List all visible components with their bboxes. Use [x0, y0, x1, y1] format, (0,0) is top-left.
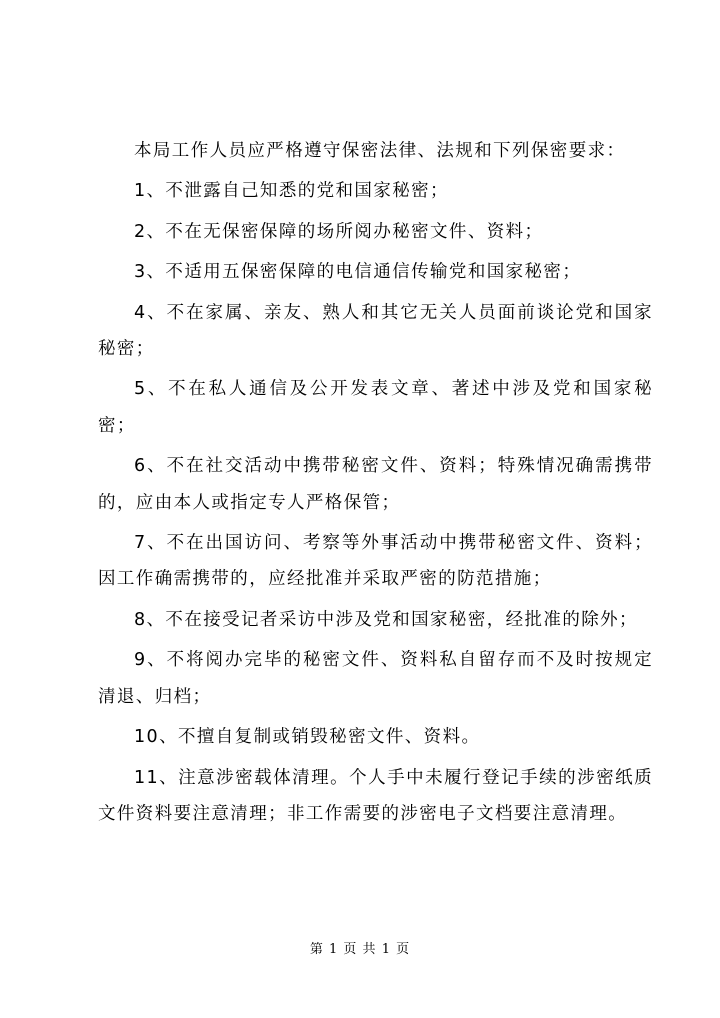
page-footer: 第 1 页 共 1 页 — [309, 942, 411, 957]
list-item: 2、不在无保密保障的场所阅办秘密文件、资料； — [134, 221, 544, 242]
list-item: 3、不适用五保密保障的电信通信传输党和国家秘密； — [134, 262, 582, 283]
list-item: 7、不在出国访问、考察等外事活动中携带秘密文件、资料；因工作确需携带的，应经批准并采取严密的防范措施； — [98, 533, 653, 590]
list-item: 5、不在私人通信及公开发表文章、著述中涉及党和国家秘密； — [98, 379, 653, 436]
list-item: 9、不将阅办完毕的秘密文件、资料私自留存而不及时按规定清退、归档； — [98, 650, 653, 707]
list-item: 10、不擅自复制或销毁秘密文件、资料。 — [134, 727, 481, 748]
document-body — [98, 133, 653, 836]
list-item: 6、不在社交活动中携带秘密文件、资料；特殊情况确需携带的，应由本人或指定专人严格保管； — [98, 456, 653, 513]
list-item: 4、不在家属、亲友、熟人和其它无关人员面前谈论党和国家秘密； — [98, 302, 653, 360]
list-item: 11、注意涉密载体清理。个人手中未履行登记手续的涉密纸质文件资料要注意清理；非工作需要的涉密电子文档要注意清理。 — [98, 767, 653, 824]
intro-paragraph: 本局工作人员应严格遵守保密法律、法规和下列保密要求： — [134, 141, 626, 161]
list-item: 8、不在接受记者采访中涉及党和国家秘密，经批准的除外； — [134, 609, 638, 630]
list-item: 1、不泄露自己知悉的党和国家秘密； — [134, 181, 449, 202]
